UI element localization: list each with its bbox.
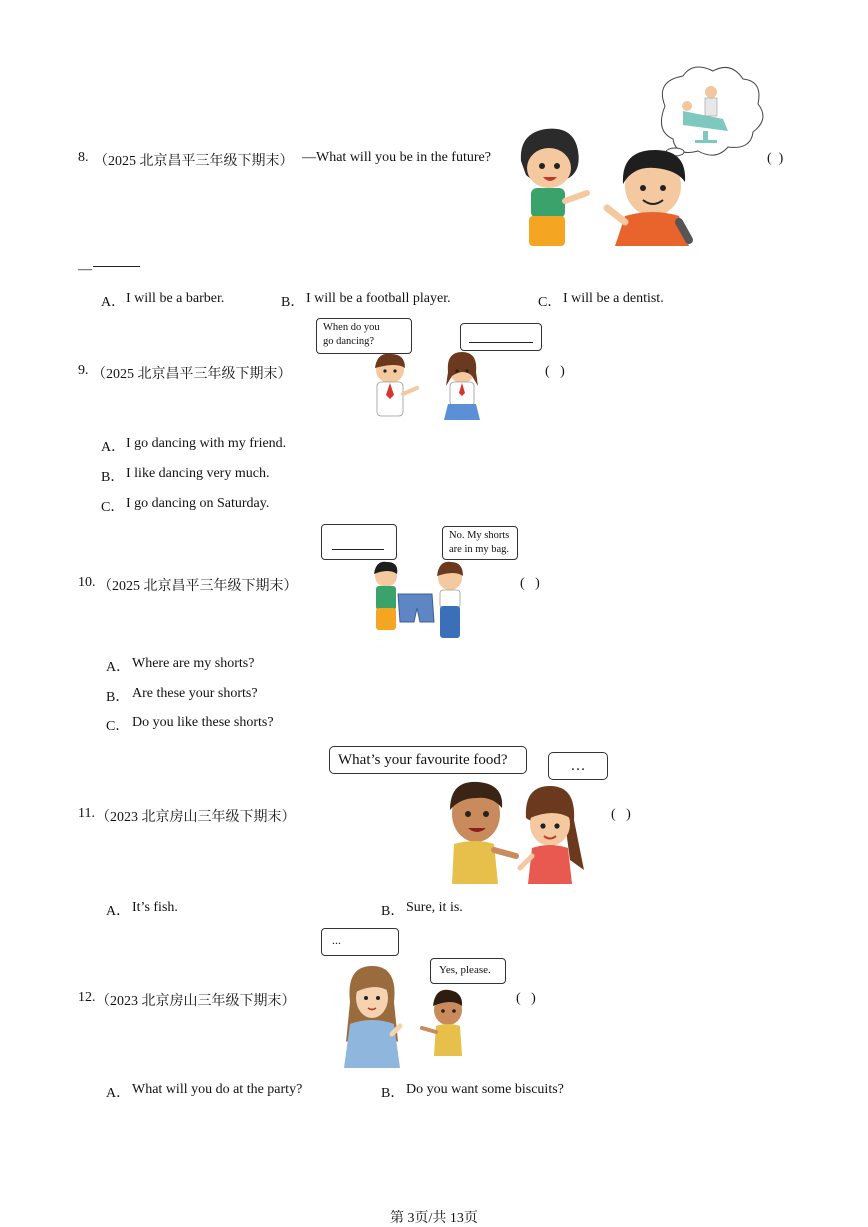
q8-option-a-letter: A． (101, 295, 126, 310)
q10-option-b-letter: B． (106, 690, 130, 705)
q10-source: （2025 北京昌平三年级下期末） (98, 579, 298, 594)
q9-option-a[interactable]: I go dancing with my friend. (126, 436, 287, 451)
q10-option-c[interactable]: Do you like these shorts? (132, 715, 274, 730)
q10-illustration (368, 562, 478, 642)
boy-left-icon (374, 562, 397, 630)
q8-option-b-letter: B． (281, 295, 305, 310)
q8-source: （2025 北京昌平三年级下期末） (94, 154, 294, 169)
q12-number: 12. (78, 990, 96, 1005)
girl-icon (444, 352, 480, 420)
q10-bubble-line-1: No. My shorts (449, 530, 510, 541)
boy-icon (450, 782, 516, 884)
q8-stem: —What will you be in the future? (302, 150, 491, 165)
boy-left-icon (521, 129, 587, 246)
q9-speech-bubble-right (460, 323, 542, 351)
q11-source: （2023 北京房山三年级下期末） (96, 810, 296, 825)
q12-option-b-letter: B． (381, 1086, 405, 1101)
q9-answer-paren[interactable]: ( ) (545, 364, 565, 379)
woman-icon (344, 966, 400, 1068)
boy-right-icon (607, 150, 689, 246)
q9-option-c-letter: C． (101, 500, 125, 515)
q11-answer-paren[interactable]: ( ) (611, 807, 631, 822)
shorts-icon (398, 594, 434, 622)
q11-option-b-letter: B． (381, 904, 405, 919)
q8-illustration (515, 66, 775, 251)
q12-speech-bubble-left: ... (321, 928, 399, 956)
q9-option-a-letter: A． (101, 440, 126, 455)
q9-option-b-letter: B． (101, 470, 125, 485)
q12-option-b[interactable]: Do you want some biscuits? (406, 1082, 564, 1097)
q9-bubble-blank[interactable] (469, 342, 533, 343)
q12-illustration (336, 962, 476, 1070)
q11-illustration (432, 780, 592, 888)
q12-source: （2023 北京房山三年级下期末） (96, 994, 296, 1009)
q10-number: 10. (78, 575, 96, 590)
q11-option-b[interactable]: Sure, it is. (406, 900, 463, 915)
q8-answer-dash: — (78, 262, 92, 277)
q9-bubble-line-2: go dancing? (323, 336, 375, 347)
q9-number: 9. (78, 363, 89, 378)
q12-option-a-letter: A． (106, 1086, 131, 1101)
q8-answer-paren[interactable]: ( ) (767, 151, 784, 166)
q10-answer-paren[interactable]: ( ) (520, 576, 540, 591)
q12-speech-bubble-right: Yes, please. (430, 958, 506, 984)
boy-icon (375, 354, 417, 416)
q10-speech-bubble-right (442, 526, 518, 560)
q10-option-b[interactable]: Are these your shorts? (132, 686, 258, 701)
q12-option-a[interactable]: What will you do at the party? (132, 1082, 303, 1097)
q12-answer-paren[interactable]: ( ) (516, 991, 536, 1006)
boy-right-icon (437, 562, 463, 638)
q8-option-c[interactable]: I will be a dentist. (563, 291, 664, 306)
q8-option-b[interactable]: I will be a football player. (306, 291, 451, 306)
q8-number: 8. (78, 150, 89, 165)
q9-option-b[interactable]: I like dancing very much. (126, 466, 270, 481)
q9-source: （2025 北京昌平三年级下期末） (92, 367, 292, 382)
q11-number: 11. (78, 806, 95, 821)
q9-bubble-line-1: When do you (323, 322, 380, 333)
q9-speech-bubble-left (316, 318, 412, 354)
page-footer: 第 3页/共 13页 (390, 1211, 478, 1226)
boy-icon (422, 990, 462, 1056)
q9-option-c[interactable]: I go dancing on Saturday. (126, 496, 270, 511)
girl-icon (520, 786, 584, 884)
q10-speech-bubble-left (321, 524, 397, 560)
q10-bubble-blank[interactable] (332, 549, 384, 550)
q10-option-c-letter: C． (106, 719, 130, 734)
q8-option-a[interactable]: I will be a barber. (126, 291, 225, 306)
q11-option-a[interactable]: It’s fish. (132, 900, 178, 915)
q11-speech-bubble-left: What’s your favourite food? (329, 746, 527, 774)
q11-speech-bubble-right: … (548, 752, 608, 780)
q10-option-a-letter: A． (106, 660, 131, 675)
q8-option-c-letter: C． (538, 295, 562, 310)
q9-illustration (360, 352, 500, 424)
q10-option-a[interactable]: Where are my shorts? (132, 656, 255, 671)
thought-bubble-icon (661, 67, 763, 164)
q8-answer-blank[interactable] (93, 266, 140, 267)
q11-option-a-letter: A． (106, 904, 131, 919)
q10-bubble-line-2: are in my bag. (449, 544, 510, 555)
